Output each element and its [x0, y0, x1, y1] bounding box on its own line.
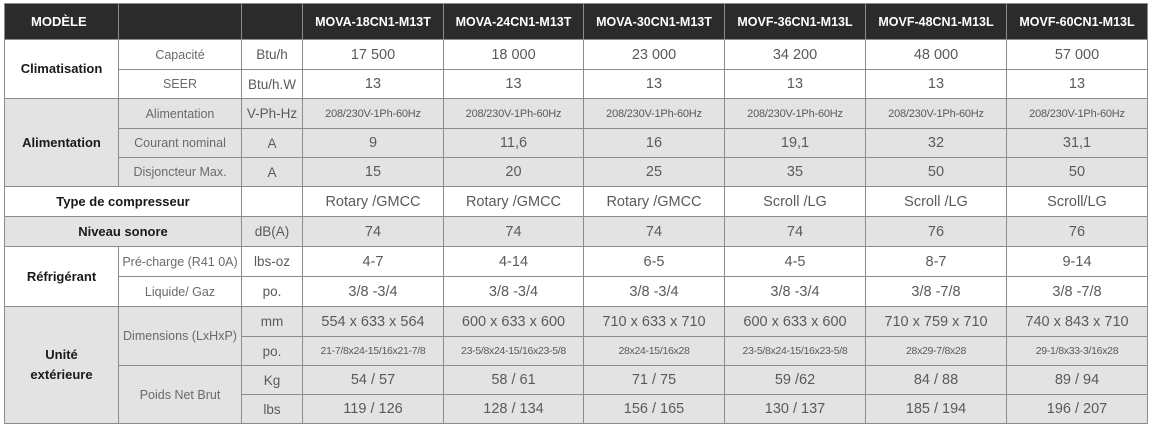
- header-row: [5, 4, 1148, 40]
- row-unit: V-Ph-Hz: [242, 99, 303, 129]
- cell-value: 50: [1007, 158, 1148, 187]
- cell-value: 25: [584, 158, 725, 187]
- table-row-poids-kg: [5, 366, 1148, 395]
- cell-value: Rotary /GMCC: [444, 187, 584, 217]
- cell-value: 554 x 633 x 564: [303, 307, 444, 337]
- model-name: MOVA-18CN1-M13T: [303, 4, 444, 40]
- row-label: Dimensions (LxHxP): [119, 307, 242, 366]
- cell-value: Scroll/LG: [1007, 187, 1148, 217]
- cell-value: 130 / 137: [725, 395, 866, 424]
- cell-value: 48 000: [866, 40, 1007, 70]
- table-row-courant: [5, 129, 1148, 158]
- row-unit: mm: [242, 307, 303, 337]
- row-label: Capacité: [119, 40, 242, 70]
- cell-value: 20: [444, 158, 584, 187]
- cell-value: 13: [866, 70, 1007, 99]
- cell-value: 19,1: [725, 129, 866, 158]
- cell-value: 50: [866, 158, 1007, 187]
- cell-value: 71 / 75: [584, 366, 725, 395]
- cell-value: 31,1: [1007, 129, 1148, 158]
- row-unit: lbs-oz: [242, 247, 303, 277]
- row-unit: Btu/h.W: [242, 70, 303, 99]
- cell-value: 76: [1007, 217, 1148, 247]
- cell-value: 23 000: [584, 40, 725, 70]
- cell-value: 74: [444, 217, 584, 247]
- table-row-compresseur: [5, 187, 1148, 217]
- cell-value: 23-5/8x24-15/16x23-5/8: [725, 337, 866, 366]
- cell-value: 13: [584, 70, 725, 99]
- table-row-seer: [5, 70, 1148, 99]
- cell-value: 76: [866, 217, 1007, 247]
- spec-table: [4, 3, 1148, 424]
- group-niveau-sonore: Niveau sonore: [5, 217, 242, 247]
- group-compresseur: Type de compresseur: [5, 187, 242, 217]
- cell-value: 13: [725, 70, 866, 99]
- cell-value: 600 x 633 x 600: [725, 307, 866, 337]
- cell-value: 74: [303, 217, 444, 247]
- row-unit: Btu/h: [242, 40, 303, 70]
- cell-value: Rotary /GMCC: [584, 187, 725, 217]
- group-climatisation: Climatisation: [5, 40, 119, 99]
- row-unit: po.: [242, 277, 303, 307]
- cell-value: 17 500: [303, 40, 444, 70]
- cell-value: 208/230V-1Ph-60Hz: [584, 99, 725, 129]
- row-label: Poids Net Brut: [119, 366, 242, 424]
- cell-value: 13: [1007, 70, 1148, 99]
- cell-value: Rotary /GMCC: [303, 187, 444, 217]
- table-row-precharge: [5, 247, 1148, 277]
- cell-value: Scroll /LG: [866, 187, 1007, 217]
- cell-value: 28x29-7/8x28: [866, 337, 1007, 366]
- cell-value: 4-7: [303, 247, 444, 277]
- row-label: SEER: [119, 70, 242, 99]
- group-label-line2: extérieure: [30, 367, 93, 382]
- cell-value: 21-7/8x24-15/16x21-7/8: [303, 337, 444, 366]
- cell-value: 4-5: [725, 247, 866, 277]
- cell-value: 3/8 -7/8: [1007, 277, 1148, 307]
- cell-value: 156 / 165: [584, 395, 725, 424]
- cell-value: 59 /62: [725, 366, 866, 395]
- cell-value: 58 / 61: [444, 366, 584, 395]
- cell-value: 6-5: [584, 247, 725, 277]
- cell-value: 3/8 -3/4: [444, 277, 584, 307]
- table-row-disjoncteur: [5, 158, 1148, 187]
- cell-value: 29-1/8x33-3/16x28: [1007, 337, 1148, 366]
- cell-value: Scroll /LG: [725, 187, 866, 217]
- cell-value: 3/8 -3/4: [303, 277, 444, 307]
- row-unit: [242, 187, 303, 217]
- cell-value: 9: [303, 129, 444, 158]
- cell-value: 57 000: [1007, 40, 1148, 70]
- row-label: Disjoncteur Max.: [119, 158, 242, 187]
- group-label-line1: Unité: [45, 347, 78, 362]
- cell-value: 208/230V-1Ph-60Hz: [444, 99, 584, 129]
- cell-value: 8-7: [866, 247, 1007, 277]
- cell-value: 710 x 759 x 710: [866, 307, 1007, 337]
- cell-value: 32: [866, 129, 1007, 158]
- row-label: Liquide/ Gaz: [119, 277, 242, 307]
- cell-value: 208/230V-1Ph-60Hz: [866, 99, 1007, 129]
- table-row-liquide-gaz: [5, 277, 1148, 307]
- cell-value: 9-14: [1007, 247, 1148, 277]
- row-unit: lbs: [242, 395, 303, 424]
- cell-value: 23-5/8x24-15/16x23-5/8: [444, 337, 584, 366]
- cell-value: 74: [584, 217, 725, 247]
- row-unit: A: [242, 158, 303, 187]
- cell-value: 208/230V-1Ph-60Hz: [1007, 99, 1148, 129]
- cell-value: 185 / 194: [866, 395, 1007, 424]
- cell-value: 13: [444, 70, 584, 99]
- row-label: Pré-charge (R41 0A): [119, 247, 242, 277]
- table-row-niveau-sonore: [5, 217, 1148, 247]
- cell-value: 15: [303, 158, 444, 187]
- cell-value: 196 / 207: [1007, 395, 1148, 424]
- model-header: MODÈLE: [5, 4, 119, 40]
- cell-value: 34 200: [725, 40, 866, 70]
- cell-value: 710 x 633 x 710: [584, 307, 725, 337]
- cell-value: 11,6: [444, 129, 584, 158]
- table-row-capacite: [5, 40, 1148, 70]
- row-unit: Kg: [242, 366, 303, 395]
- cell-value: 128 / 134: [444, 395, 584, 424]
- cell-value: 54 / 57: [303, 366, 444, 395]
- cell-value: 119 / 126: [303, 395, 444, 424]
- row-unit: po.: [242, 337, 303, 366]
- header-blank: [119, 4, 242, 40]
- cell-value: 740 x 843 x 710: [1007, 307, 1148, 337]
- cell-value: 28x24-15/16x28: [584, 337, 725, 366]
- row-label: Alimentation: [119, 99, 242, 129]
- table-row-dimensions-mm: [5, 307, 1148, 337]
- cell-value: 89 / 94: [1007, 366, 1148, 395]
- group-unite-exterieure: [5, 307, 119, 424]
- row-unit: A: [242, 129, 303, 158]
- cell-value: 208/230V-1Ph-60Hz: [725, 99, 866, 129]
- group-alimentation: Alimentation: [5, 99, 119, 187]
- model-name: MOVA-24CN1-M13T: [444, 4, 584, 40]
- cell-value: 3/8 -3/4: [725, 277, 866, 307]
- model-name: MOVF-60CN1-M13L: [1007, 4, 1148, 40]
- cell-value: 3/8 -3/4: [584, 277, 725, 307]
- row-unit: dB(A): [242, 217, 303, 247]
- table-row-alimentation: [5, 99, 1148, 129]
- cell-value: 600 x 633 x 600: [444, 307, 584, 337]
- cell-value: 4-14: [444, 247, 584, 277]
- cell-value: 35: [725, 158, 866, 187]
- row-label: Courant nominal: [119, 129, 242, 158]
- cell-value: 208/230V-1Ph-60Hz: [303, 99, 444, 129]
- model-name: MOVF-48CN1-M13L: [866, 4, 1007, 40]
- model-name: MOVA-30CN1-M13T: [584, 4, 725, 40]
- group-refrigerant: Réfrigérant: [5, 247, 119, 307]
- cell-value: 74: [725, 217, 866, 247]
- header-blank: [242, 4, 303, 40]
- cell-value: 84 / 88: [866, 366, 1007, 395]
- cell-value: 13: [303, 70, 444, 99]
- cell-value: 16: [584, 129, 725, 158]
- cell-value: 3/8 -7/8: [866, 277, 1007, 307]
- spec-sheet: [4, 3, 1148, 424]
- cell-value: 18 000: [444, 40, 584, 70]
- model-name: MOVF-36CN1-M13L: [725, 4, 866, 40]
